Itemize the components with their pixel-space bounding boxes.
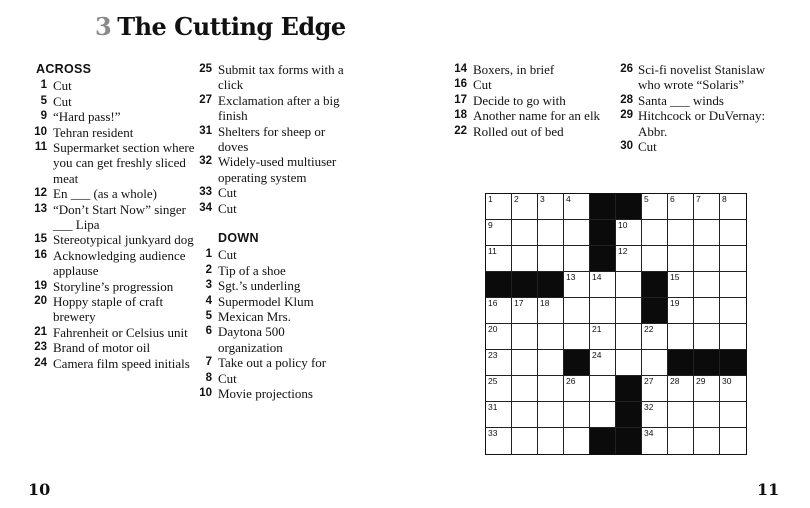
grid-square[interactable] xyxy=(720,272,746,298)
grid-square[interactable] xyxy=(694,272,720,298)
clue-number: 8 xyxy=(205,371,212,384)
grid-square[interactable] xyxy=(564,428,590,454)
square-number: 22 xyxy=(644,324,654,334)
clue-number: 7 xyxy=(205,356,212,369)
clue-item xyxy=(190,124,350,155)
square-number: 2 xyxy=(514,194,519,204)
black-square xyxy=(616,428,642,454)
clue-text: Supermodel Klum xyxy=(218,293,314,309)
clue-item xyxy=(190,309,350,324)
clue-item xyxy=(190,371,350,386)
clue-number: 20 xyxy=(34,295,47,308)
grid-square[interactable] xyxy=(668,272,694,298)
grid-square[interactable] xyxy=(590,402,616,428)
clue-number: 22 xyxy=(454,124,467,137)
square-number: 27 xyxy=(644,376,654,386)
black-square xyxy=(590,428,616,454)
clue-text: Widely-used multiuser operating system xyxy=(218,154,337,185)
clue-item xyxy=(190,386,350,401)
clue-number: 2 xyxy=(205,263,212,276)
grid-square[interactable] xyxy=(720,376,746,402)
grid-square[interactable] xyxy=(512,246,538,272)
black-square xyxy=(720,350,746,376)
clue-text: Tehran resident xyxy=(53,124,134,140)
black-square xyxy=(564,350,590,376)
clue-text: Decide to go with xyxy=(473,92,566,108)
clue-item xyxy=(190,62,350,93)
clue-text: Fahrenheit or Celsius unit xyxy=(53,324,188,340)
clue-item xyxy=(28,109,196,124)
clue-text: Submit tax forms with a click xyxy=(218,62,344,93)
clue-item xyxy=(190,294,350,309)
grid-square[interactable] xyxy=(486,376,512,402)
grid-square[interactable] xyxy=(668,428,694,454)
grid-square[interactable] xyxy=(616,246,642,272)
clue-text: Mexican Mrs. xyxy=(218,309,291,325)
grid-square[interactable] xyxy=(694,298,720,324)
grid-square[interactable] xyxy=(486,220,512,246)
grid-square[interactable] xyxy=(720,246,746,272)
grid-square[interactable] xyxy=(564,402,590,428)
clue-number: 11 xyxy=(34,141,47,154)
black-square xyxy=(616,194,642,220)
clue-item xyxy=(190,355,350,370)
grid-square[interactable] xyxy=(590,324,616,350)
square-number: 34 xyxy=(644,428,654,438)
clue-number: 1 xyxy=(40,79,47,92)
grid-square[interactable] xyxy=(720,324,746,350)
grid-square[interactable] xyxy=(694,220,720,246)
grid-square[interactable] xyxy=(616,272,642,298)
grid-square[interactable] xyxy=(564,272,590,298)
grid-square[interactable] xyxy=(694,194,720,220)
grid-square[interactable] xyxy=(538,324,564,350)
clue-item xyxy=(447,108,607,123)
grid-square[interactable] xyxy=(720,298,746,324)
grid-square[interactable] xyxy=(642,376,668,402)
clue-item xyxy=(190,263,350,278)
grid-square[interactable] xyxy=(590,350,616,376)
clue-number: 1 xyxy=(205,248,212,261)
grid-square[interactable] xyxy=(642,428,668,454)
grid-square[interactable] xyxy=(512,194,538,220)
grid-square[interactable] xyxy=(668,376,694,402)
puzzle-name: The Cutting Edge xyxy=(117,12,346,41)
square-number: 14 xyxy=(592,272,602,282)
clue-item xyxy=(190,278,350,293)
grid-square[interactable] xyxy=(668,402,694,428)
clue-text: Sgt.’s underling xyxy=(218,278,301,294)
square-number: 24 xyxy=(592,350,602,360)
clue-number: 29 xyxy=(620,109,633,122)
square-number: 15 xyxy=(670,272,680,282)
clue-item xyxy=(28,78,196,93)
square-number: 13 xyxy=(566,272,576,282)
clue-number: 19 xyxy=(34,279,47,292)
grid-square[interactable] xyxy=(694,402,720,428)
clue-item xyxy=(190,93,350,124)
square-number: 1 xyxy=(488,194,493,204)
grid-square[interactable] xyxy=(486,402,512,428)
clue-text: Cut xyxy=(218,200,237,216)
page-number-left: 10 xyxy=(28,480,51,499)
square-number: 26 xyxy=(566,376,576,386)
clue-text: Cut xyxy=(218,247,237,263)
clue-text: Take out a policy for xyxy=(218,355,327,371)
clue-number: 23 xyxy=(34,341,47,354)
clue-item xyxy=(28,340,196,355)
grid-square[interactable] xyxy=(720,220,746,246)
clue-number: 12 xyxy=(34,187,47,200)
clue-text: Daytona 500 organization xyxy=(218,324,285,355)
grid-square[interactable] xyxy=(642,246,668,272)
clue-item xyxy=(190,247,350,262)
clue-item xyxy=(613,108,783,139)
clue-text: Cut xyxy=(638,139,657,155)
clues-column-2 xyxy=(190,62,350,402)
down-heading: DOWN xyxy=(218,231,259,246)
black-square xyxy=(590,246,616,272)
clue-text: “Don’t Start Now” singer ___ Lipa xyxy=(53,201,186,233)
clue-number: 27 xyxy=(199,93,212,106)
clue-number: 13 xyxy=(34,202,47,215)
clue-number: 16 xyxy=(34,248,47,261)
clue-item xyxy=(613,62,783,93)
square-number: 12 xyxy=(618,246,628,256)
clue-number: 32 xyxy=(199,155,212,168)
clue-text: Rolled out of bed xyxy=(473,123,564,139)
square-number: 25 xyxy=(488,376,498,386)
grid-square[interactable] xyxy=(486,428,512,454)
square-number: 28 xyxy=(670,376,680,386)
clue-item xyxy=(28,356,196,371)
clue-item xyxy=(28,279,196,294)
grid-square[interactable] xyxy=(486,350,512,376)
grid-square[interactable] xyxy=(720,428,746,454)
clue-number: 6 xyxy=(205,325,212,338)
clue-text: Hoppy staple of craft brewery xyxy=(53,294,164,325)
clue-number: 28 xyxy=(620,93,633,106)
square-number: 8 xyxy=(722,194,727,204)
grid-square[interactable] xyxy=(486,324,512,350)
clue-number: 5 xyxy=(40,94,47,107)
clue-text: Cut xyxy=(53,93,72,109)
clue-item xyxy=(28,140,196,186)
clue-number: 21 xyxy=(34,325,47,338)
square-number: 9 xyxy=(488,220,493,230)
grid-square[interactable] xyxy=(616,220,642,246)
square-number: 20 xyxy=(488,324,498,334)
clue-item xyxy=(28,202,196,233)
square-number: 4 xyxy=(566,194,571,204)
grid-square[interactable] xyxy=(720,194,746,220)
clues-column-4 xyxy=(613,62,783,154)
grid-square[interactable] xyxy=(642,324,668,350)
grid-square[interactable] xyxy=(512,324,538,350)
clue-number: 4 xyxy=(205,294,212,307)
clue-text: Hitchcock or DuVernay: Abbr. xyxy=(638,108,766,139)
square-number: 10 xyxy=(618,220,628,230)
grid-square[interactable] xyxy=(642,350,668,376)
clue-number: 14 xyxy=(454,63,467,75)
square-number: 31 xyxy=(488,402,498,412)
clue-number: 30 xyxy=(620,140,633,153)
square-number: 6 xyxy=(670,194,675,204)
clue-number: 9 xyxy=(40,110,47,123)
grid-square[interactable] xyxy=(668,194,694,220)
grid-square[interactable] xyxy=(616,324,642,350)
clue-number: 26 xyxy=(620,63,633,75)
clue-text: Sci-fi novelist Stanislaw who wrote “Solaris” xyxy=(638,62,766,93)
clue-item xyxy=(447,93,607,108)
clue-item xyxy=(190,324,350,355)
clue-number: 15 xyxy=(34,233,47,246)
clue-text: Supermarket section where you can get freshly sliced meat xyxy=(53,140,195,186)
clue-text: Movie projections xyxy=(218,386,313,402)
clue-text: Santa ___ winds xyxy=(638,92,724,108)
square-number: 18 xyxy=(540,298,550,308)
grid-square[interactable] xyxy=(538,402,564,428)
clue-number: 34 xyxy=(199,201,212,214)
clue-item xyxy=(447,124,607,139)
grid-square[interactable] xyxy=(512,402,538,428)
clue-number: 33 xyxy=(199,186,212,199)
grid-square[interactable] xyxy=(564,194,590,220)
clue-item xyxy=(447,77,607,92)
clue-number: 3 xyxy=(205,279,212,292)
black-square xyxy=(486,272,512,298)
clue-item xyxy=(28,232,196,247)
square-number: 21 xyxy=(592,324,602,334)
grid-square[interactable] xyxy=(590,376,616,402)
grid-square[interactable] xyxy=(694,324,720,350)
clue-number: 31 xyxy=(199,124,212,137)
grid-square[interactable] xyxy=(538,298,564,324)
square-number: 7 xyxy=(696,194,701,204)
square-number: 23 xyxy=(488,350,498,360)
square-number: 30 xyxy=(722,376,732,386)
black-square xyxy=(616,376,642,402)
black-square xyxy=(590,194,616,220)
grid-square[interactable] xyxy=(590,298,616,324)
clue-number: 17 xyxy=(454,93,467,106)
grid-square[interactable] xyxy=(590,272,616,298)
square-number: 19 xyxy=(670,298,680,308)
clue-text: Cut xyxy=(473,77,492,93)
grid-square[interactable] xyxy=(512,350,538,376)
clue-text: “Hard pass!” xyxy=(53,109,121,125)
clue-item xyxy=(28,294,196,325)
clue-item xyxy=(28,248,196,279)
clue-text: Storyline’s progression xyxy=(53,278,174,294)
clue-text: Brand of motor oil xyxy=(53,340,151,356)
clue-text: En ___ (as a whole) xyxy=(53,186,157,202)
clue-text: Another name for an elk xyxy=(473,108,601,124)
grid-square[interactable] xyxy=(538,194,564,220)
grid-square[interactable] xyxy=(616,350,642,376)
clue-item xyxy=(28,325,196,340)
puzzle-number: 3 xyxy=(95,12,112,41)
grid-square[interactable] xyxy=(668,220,694,246)
clue-text: Acknowledging audience applause xyxy=(53,247,186,279)
clue-item xyxy=(190,154,350,185)
puzzle-title xyxy=(95,12,346,41)
clue-text: Cut xyxy=(218,185,237,201)
clue-item xyxy=(447,62,607,77)
grid-square[interactable] xyxy=(564,376,590,402)
clue-number: 5 xyxy=(205,310,212,323)
clue-number: 18 xyxy=(454,109,467,122)
square-number: 11 xyxy=(488,246,497,256)
black-square xyxy=(694,350,720,376)
clue-text: Cut xyxy=(53,78,72,94)
grid-square[interactable] xyxy=(668,246,694,272)
square-number: 5 xyxy=(644,194,649,204)
clue-number: 24 xyxy=(34,356,47,369)
grid-square[interactable] xyxy=(486,298,512,324)
grid-square[interactable] xyxy=(564,324,590,350)
grid-square[interactable] xyxy=(512,298,538,324)
crossword-grid xyxy=(485,193,747,455)
black-square xyxy=(642,272,668,298)
grid-square[interactable] xyxy=(486,194,512,220)
grid-square[interactable] xyxy=(486,246,512,272)
grid-square[interactable] xyxy=(642,220,668,246)
black-square xyxy=(642,298,668,324)
clue-text: Stereotypical junkyard dog xyxy=(53,232,194,248)
square-number: 16 xyxy=(488,298,498,308)
clue-item xyxy=(613,93,783,108)
clue-item xyxy=(28,186,196,201)
grid-square[interactable] xyxy=(538,376,564,402)
grid-square[interactable] xyxy=(694,246,720,272)
clues-column-1 xyxy=(28,62,196,371)
square-number: 33 xyxy=(488,428,498,438)
grid-square[interactable] xyxy=(538,350,564,376)
clue-text: Exclamation after a big finish xyxy=(218,92,340,124)
grid-square[interactable] xyxy=(642,402,668,428)
grid-square[interactable] xyxy=(668,324,694,350)
clue-number: 25 xyxy=(199,63,212,75)
clues-column-3 xyxy=(447,62,607,139)
clue-text: Camera film speed initials xyxy=(53,355,190,371)
clue-text: Shelters for sheep or doves xyxy=(218,123,326,155)
grid-square[interactable] xyxy=(694,376,720,402)
clue-text: Cut xyxy=(218,370,237,386)
clue-text: Tip of a shoe xyxy=(218,262,286,278)
clue-item xyxy=(190,185,350,200)
grid-square[interactable] xyxy=(564,298,590,324)
clue-item xyxy=(28,94,196,109)
across-heading: ACROSS xyxy=(36,62,92,76)
grid-square[interactable] xyxy=(668,298,694,324)
black-square xyxy=(538,272,564,298)
black-square xyxy=(512,272,538,298)
square-number: 3 xyxy=(540,194,545,204)
grid-square[interactable] xyxy=(512,428,538,454)
grid-square[interactable] xyxy=(642,194,668,220)
square-number: 17 xyxy=(514,298,524,308)
clue-text: Boxers, in brief xyxy=(473,62,555,77)
grid-square[interactable] xyxy=(538,246,564,272)
black-square xyxy=(668,350,694,376)
grid-square[interactable] xyxy=(694,428,720,454)
grid-square[interactable] xyxy=(564,220,590,246)
grid-square[interactable] xyxy=(538,220,564,246)
clue-number: 10 xyxy=(34,125,47,138)
black-square xyxy=(590,220,616,246)
page-number-right: 11 xyxy=(757,480,780,499)
clue-item xyxy=(613,139,783,154)
grid-square[interactable] xyxy=(512,220,538,246)
clue-item xyxy=(190,201,350,216)
grid-square[interactable] xyxy=(616,298,642,324)
square-number: 32 xyxy=(644,402,654,412)
grid-square[interactable] xyxy=(538,428,564,454)
clue-number: 16 xyxy=(454,78,467,91)
black-square xyxy=(616,402,642,428)
square-number: 29 xyxy=(696,376,706,386)
grid-square[interactable] xyxy=(564,246,590,272)
clue-item xyxy=(28,125,196,140)
clue-number: 10 xyxy=(199,387,212,400)
grid-square[interactable] xyxy=(512,376,538,402)
grid-square[interactable] xyxy=(720,402,746,428)
